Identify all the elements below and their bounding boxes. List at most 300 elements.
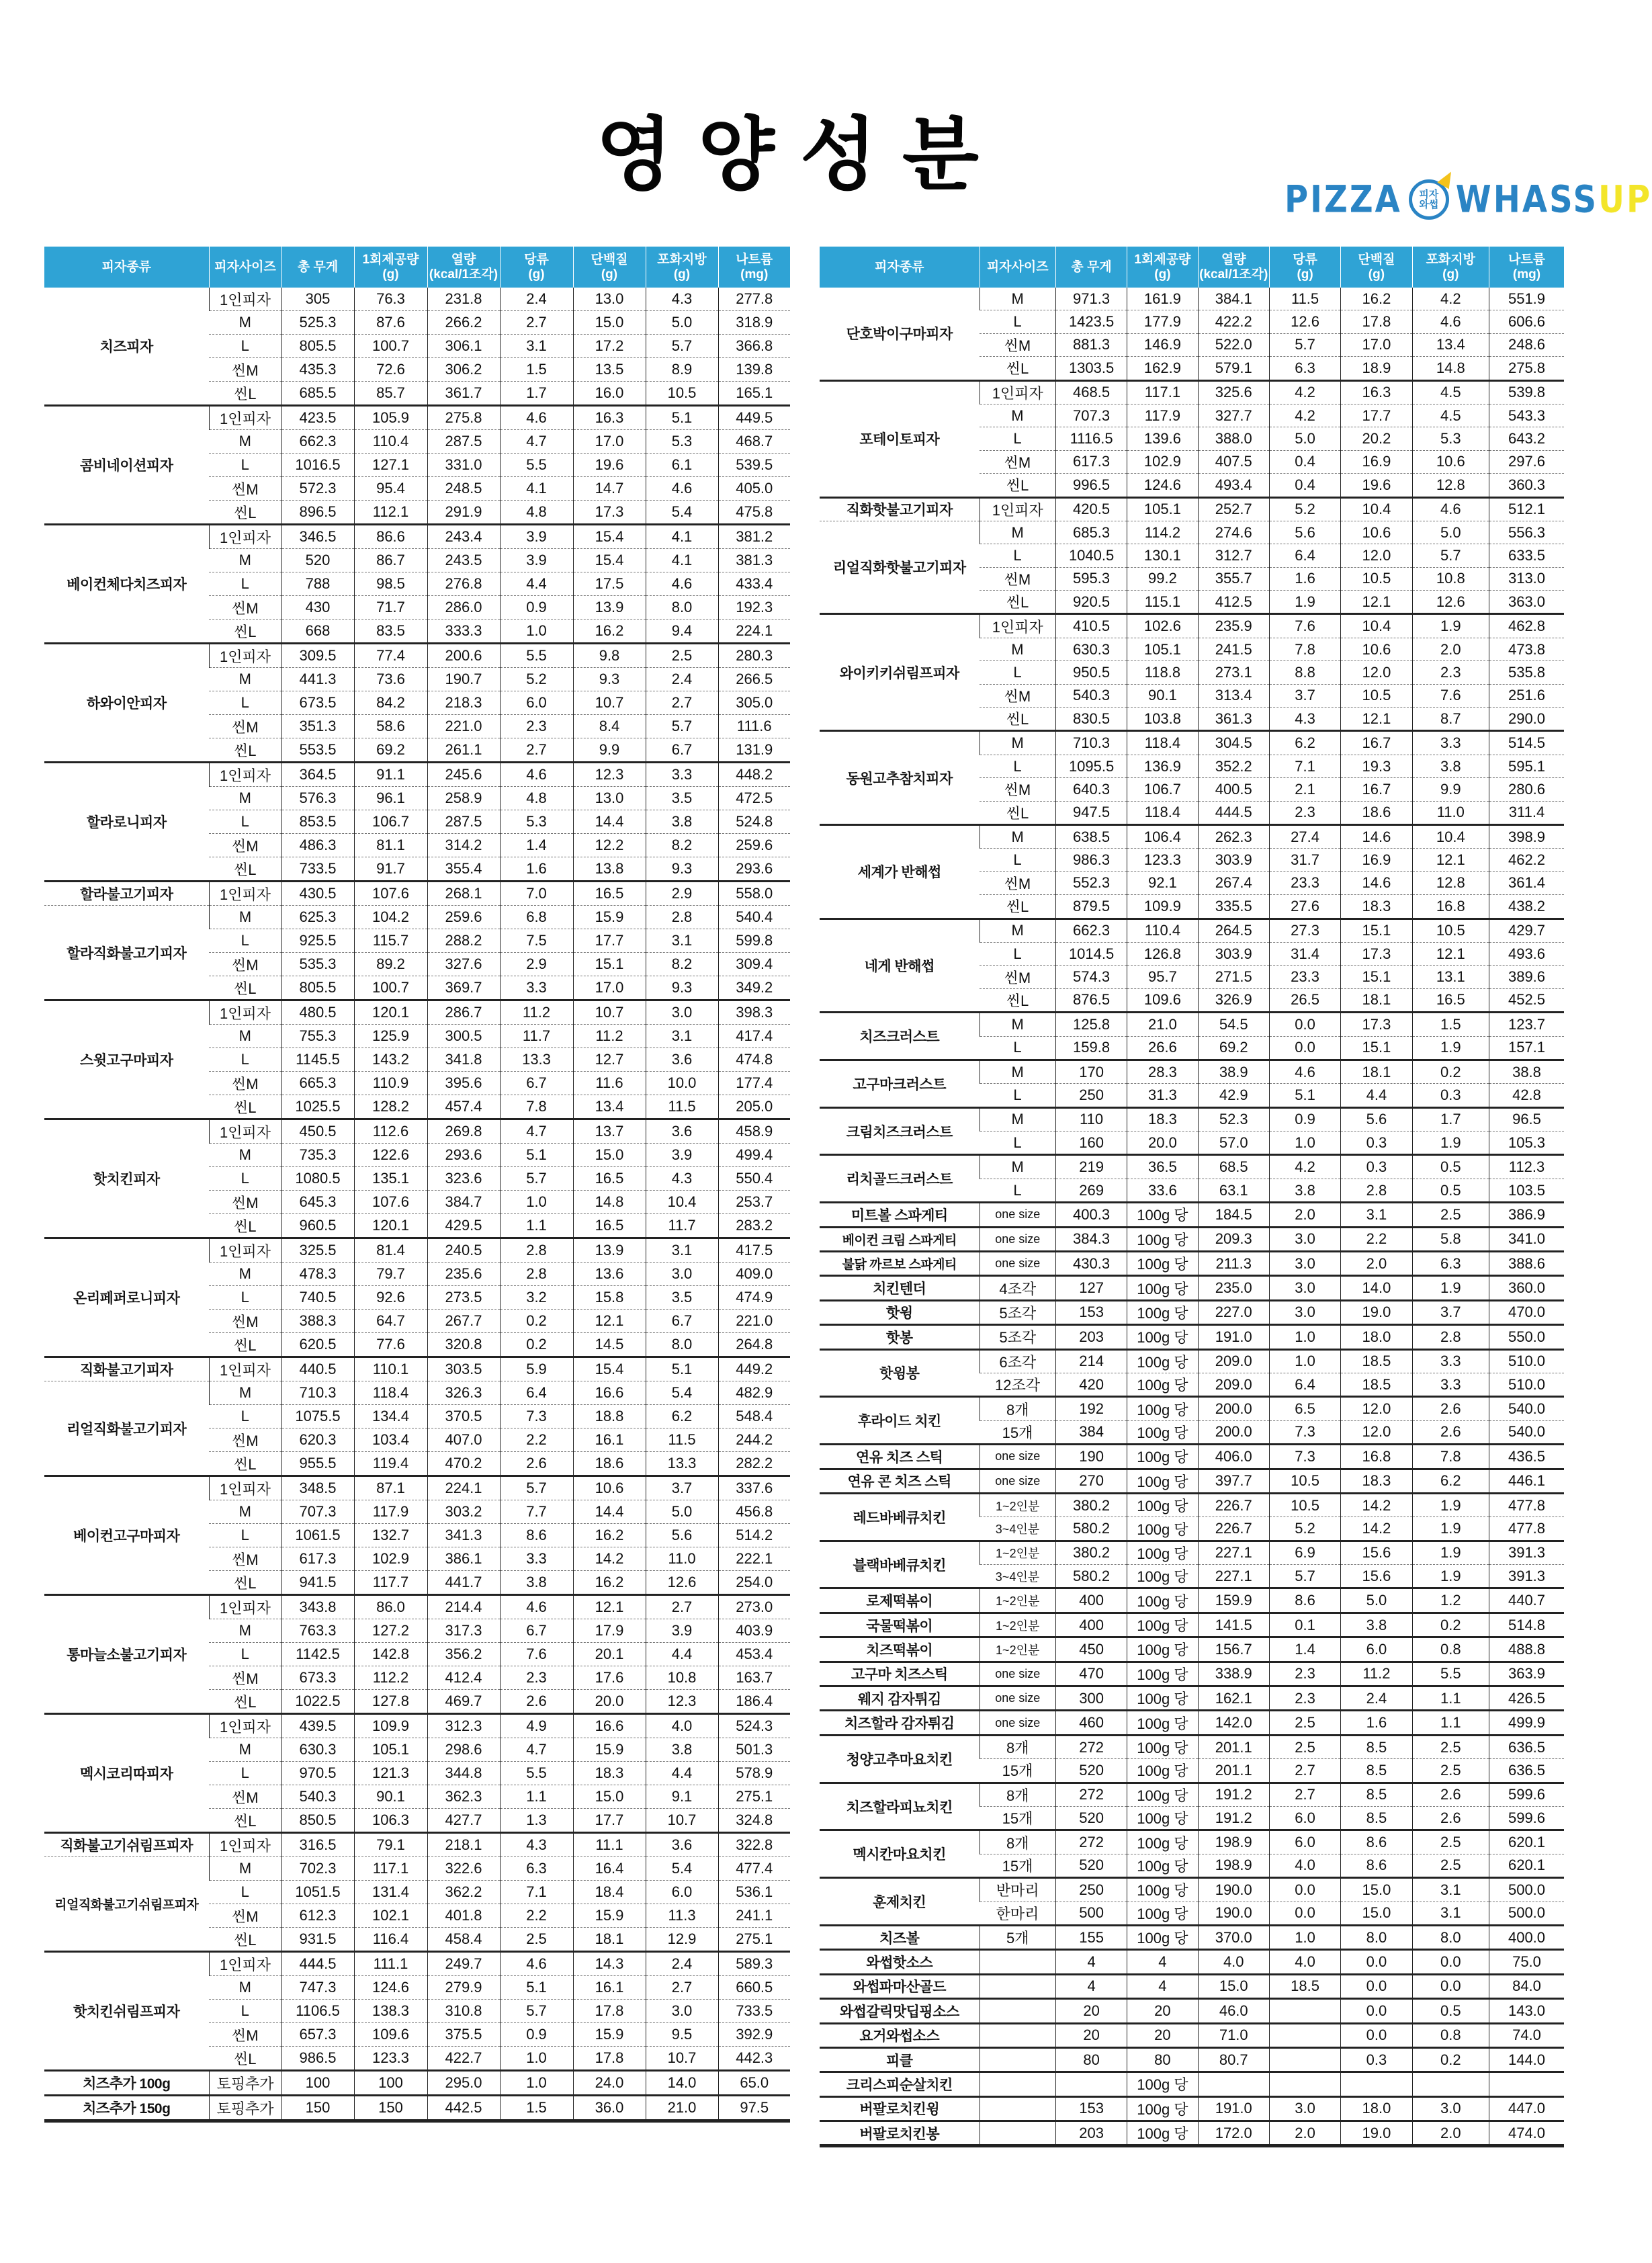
value-cell: 5.5: [1412, 1662, 1489, 1686]
value-cell: 303.2: [427, 1500, 500, 1524]
value-cell: 110.1: [354, 1357, 427, 1381]
value-cell: 184.5: [1198, 1203, 1269, 1227]
value-cell: 31.4: [1269, 942, 1340, 965]
menu-item-name: 와썹파마산골드: [820, 1974, 980, 1998]
value-cell: 1022.5: [281, 1690, 354, 1714]
size-cell: 반마리: [980, 1878, 1055, 1902]
value-cell: 384.3: [1055, 1227, 1127, 1251]
value-cell: 540.3: [1055, 684, 1127, 707]
size-cell: 씬L: [209, 1571, 281, 1595]
value-cell: 5.3: [1412, 427, 1489, 450]
value-cell: 5.1: [500, 1144, 573, 1167]
value-cell: 143.0: [1489, 1999, 1565, 2023]
value-cell: 630.3: [1055, 638, 1127, 660]
size-cell: L: [209, 1643, 281, 1666]
value-cell: 65.0: [718, 2071, 790, 2096]
size-cell: L: [980, 1036, 1055, 1060]
size-cell: 씬L: [209, 1452, 281, 1476]
value-cell: 20.0: [1127, 1132, 1198, 1155]
value-cell: 275.8: [427, 406, 500, 430]
value-cell: 406.0: [1198, 1445, 1269, 1469]
value-cell: 8.5: [1341, 1735, 1412, 1758]
value-cell: 100g 당: [1127, 2072, 1198, 2096]
table-row: [44, 763, 790, 787]
value-cell: 116.4: [354, 1928, 427, 1952]
value-cell: 18.3: [1127, 1107, 1198, 1131]
value-cell: 580.2: [1055, 1517, 1127, 1541]
value-cell: 3.3: [500, 976, 573, 1000]
value-cell: 5.7: [500, 1476, 573, 1500]
value-cell: 2.5: [500, 1928, 573, 1952]
value-cell: 472.5: [718, 787, 790, 810]
size-cell: L: [209, 1524, 281, 1547]
value-cell: 2.2: [1341, 1227, 1412, 1251]
value-cell: 3.7: [1412, 1300, 1489, 1324]
value-cell: 3.0: [1269, 1300, 1340, 1324]
value-cell: 16.5: [573, 882, 646, 906]
value-cell: 400.3: [1055, 1203, 1127, 1227]
value-cell: 76.3: [354, 288, 427, 311]
value-cell: 6.4: [1269, 544, 1340, 567]
value-cell: 309.4: [718, 953, 790, 976]
table-row: [44, 644, 790, 668]
value-cell: 398.3: [718, 1000, 790, 1025]
value-cell: 13.6: [573, 1263, 646, 1286]
value-cell: 381.3: [718, 549, 790, 572]
value-cell: 73.6: [354, 668, 427, 691]
table-row: [44, 2096, 790, 2121]
nutrition-table-left: [44, 247, 790, 2123]
size-cell: 15개: [980, 1854, 1055, 1877]
size-cell: 3~4인분: [980, 1517, 1055, 1541]
size-cell: M: [980, 521, 1055, 544]
value-cell: 3.9: [500, 549, 573, 572]
table-row: [820, 2121, 1564, 2146]
value-cell: 599.6: [1489, 1783, 1565, 1806]
value-cell: 9.3: [646, 857, 718, 882]
value-cell: 331.0: [427, 454, 500, 477]
value-cell: 763.3: [281, 1619, 354, 1643]
value-cell: 501.3: [718, 1738, 790, 1762]
menu-item-name: 베이컨고구마피자: [44, 1476, 209, 1595]
menu-item-name: 요거와썹소스: [820, 2023, 980, 2047]
value-cell: 130.1: [1127, 544, 1198, 567]
value-cell: 1.0: [1269, 1132, 1340, 1155]
value-cell: 100g 당: [1127, 1925, 1198, 1949]
menu-item-name: 스윗고구마피자: [44, 1000, 209, 1119]
size-cell: L: [980, 427, 1055, 450]
value-cell: 7.3: [1269, 1420, 1340, 1444]
value-cell: 1.0: [1269, 1325, 1340, 1349]
size-cell: [980, 1950, 1055, 1974]
value-cell: 303.9: [1198, 849, 1269, 871]
menu-item-name: 치즈추가 100g: [44, 2071, 209, 2096]
value-cell: 258.9: [427, 787, 500, 810]
size-cell: M: [980, 288, 1055, 310]
value-cell: 20: [1055, 1999, 1127, 2023]
value-cell: 447.0: [1489, 2096, 1565, 2121]
value-cell: 380.2: [1055, 1541, 1127, 1564]
size-cell: 1인피자: [209, 763, 281, 787]
value-cell: 4.6: [500, 406, 573, 430]
table-row: [820, 1925, 1564, 1949]
value-cell: 7.8: [500, 1095, 573, 1119]
value-cell: 219: [1055, 1155, 1127, 1179]
value-cell: 3.0: [646, 2000, 718, 2023]
value-cell: 115.7: [354, 929, 427, 953]
value-cell: 3.0: [1269, 2096, 1340, 2121]
value-cell: 161.9: [1127, 288, 1198, 310]
value-cell: 450.5: [281, 1119, 354, 1144]
value-cell: 8.5: [1341, 1783, 1412, 1806]
value-cell: 380.2: [1055, 1493, 1127, 1517]
menu-item-name: 치즈할라피뇨치킨: [820, 1783, 980, 1830]
size-cell: 15개: [980, 1807, 1055, 1830]
menu-item-name: 와썹갈릭맛딥핑소스: [820, 1999, 980, 2023]
value-cell: 117.9: [1127, 404, 1198, 427]
value-cell: 15.0: [1198, 1974, 1269, 1998]
value-cell: 876.5: [1055, 988, 1127, 1012]
value-cell: 5.1: [646, 406, 718, 430]
menu-item-name: 치즈피자: [99, 339, 153, 355]
size-cell: M: [980, 731, 1055, 755]
value-cell: 10.5: [1412, 919, 1489, 942]
value-cell: 5.2: [1269, 497, 1340, 521]
value-cell: 493.4: [1198, 474, 1269, 497]
value-cell: 3.3: [1412, 731, 1489, 755]
value-cell: 72.6: [354, 358, 427, 382]
table-row: [820, 1325, 1564, 1349]
value-cell: 5.0: [1412, 521, 1489, 544]
value-cell: 389.6: [1489, 966, 1565, 988]
size-cell: 씬M: [209, 596, 281, 620]
value-cell: 305.0: [718, 691, 790, 715]
value-cell: 10.4: [1412, 824, 1489, 848]
value-cell: 423.5: [281, 406, 354, 430]
value-cell: 4.5: [1412, 380, 1489, 404]
size-cell: 1인피자: [209, 1595, 281, 1619]
table-body: [44, 288, 790, 2121]
value-cell: 6.4: [500, 1381, 573, 1405]
value-cell: 7.5: [500, 929, 573, 953]
value-cell: 553.5: [281, 738, 354, 763]
value-cell: 470.0: [1489, 1300, 1565, 1324]
value-cell: 17.3: [1341, 942, 1412, 965]
size-cell: 씬L: [980, 988, 1055, 1012]
value-cell: 143.2: [354, 1048, 427, 1072]
menu-item-name: 멕시코리따피자: [44, 1714, 209, 1833]
size-cell: [980, 2023, 1055, 2047]
value-cell: 625.3: [281, 906, 354, 929]
value-cell: 16.4: [573, 1857, 646, 1881]
size-cell: L: [209, 1167, 281, 1191]
value-cell: [1412, 2072, 1489, 2096]
size-cell: 씬L: [209, 1095, 281, 1119]
value-cell: 20.1: [573, 1643, 646, 1666]
value-cell: 540.4: [718, 906, 790, 929]
value-cell: 16.8: [1341, 1445, 1412, 1469]
value-cell: 543.3: [1489, 404, 1565, 427]
value-cell: 540.0: [1489, 1420, 1565, 1444]
value-cell: 355.4: [427, 857, 500, 882]
value-cell: 17.0: [1341, 333, 1412, 356]
logo-text-whassup: [1456, 178, 1652, 221]
column-header: 단백질 (g): [573, 247, 646, 288]
value-cell: 417.5: [718, 1238, 790, 1263]
brand-logo: [1285, 176, 1652, 223]
value-cell: 369.7: [427, 976, 500, 1000]
value-cell: 11.5: [1269, 288, 1340, 310]
value-cell: 63.1: [1198, 1179, 1269, 1202]
value-cell: 422.7: [427, 2047, 500, 2071]
value-cell: 1.1: [1412, 1686, 1489, 1711]
value-cell: 80: [1055, 2047, 1127, 2072]
value-cell: 102.6: [1127, 614, 1198, 638]
value-cell: 275.8: [1489, 357, 1565, 380]
size-cell: 씬M: [209, 953, 281, 976]
value-cell: 362.3: [427, 1785, 500, 1809]
value-cell: 203: [1055, 2121, 1127, 2146]
value-cell: 5.7: [500, 2000, 573, 2023]
size-cell: [980, 2121, 1055, 2146]
value-cell: 3.5: [646, 787, 718, 810]
value-cell: 314.2: [427, 834, 500, 857]
value-cell: 16.8: [1412, 895, 1489, 919]
value-cell: 397.7: [1198, 1469, 1269, 1493]
table-row: [820, 1155, 1564, 1179]
menu-item-name: 치즈볼: [820, 1925, 980, 1949]
value-cell: 3.3: [1412, 1373, 1489, 1396]
value-cell: 931.5: [281, 1928, 354, 1952]
value-cell: 3.1: [1412, 1902, 1489, 1925]
value-cell: 3.5: [646, 1286, 718, 1310]
value-cell: 337.6: [718, 1476, 790, 1500]
logo-text-up: UP: [1598, 177, 1652, 222]
value-cell: 805.5: [281, 335, 354, 358]
size-cell: 씬L: [209, 382, 281, 406]
size-cell: 씬M: [209, 1666, 281, 1690]
value-cell: 14.0: [646, 2071, 718, 2096]
value-cell: 7.6: [1269, 614, 1340, 638]
value-cell: 155: [1055, 1925, 1127, 1949]
table-row: [820, 1878, 1564, 1902]
value-cell: 134.4: [354, 1405, 427, 1428]
value-cell: 440.5: [281, 1357, 354, 1381]
value-cell: 112.3: [1489, 1155, 1565, 1179]
menu-item-name: 치킨텐더: [820, 1276, 980, 1300]
value-cell: 10.8: [646, 1666, 718, 1690]
table-row: [820, 1227, 1564, 1251]
value-cell: 458.9: [718, 1119, 790, 1144]
value-cell: 5.5: [500, 454, 573, 477]
value-cell: 2.0: [1269, 1203, 1340, 1227]
value-cell: 474.0: [1489, 2121, 1565, 2146]
value-cell: 100g 당: [1127, 2121, 1198, 2146]
value-cell: 4.5: [1412, 404, 1489, 427]
value-cell: 5.0: [646, 311, 718, 335]
value-cell: 429.7: [1489, 919, 1565, 942]
value-cell: 1.0: [500, 2071, 573, 2096]
menu-item-name: 콤비네이션피자: [44, 406, 209, 525]
value-cell: 98.5: [354, 572, 427, 596]
logo-text-whass: WHASS: [1455, 177, 1599, 222]
value-cell: 190.7: [427, 668, 500, 691]
value-cell: 8.9: [646, 358, 718, 382]
value-cell: 277.8: [718, 288, 790, 311]
value-cell: 662.3: [1055, 919, 1127, 942]
size-cell: one size: [980, 1445, 1055, 1469]
table-row: [820, 1541, 1564, 1564]
value-cell: 398.9: [1489, 824, 1565, 848]
value-cell: 100g 당: [1127, 1445, 1198, 1469]
value-cell: 662.3: [281, 430, 354, 454]
value-cell: 286.0: [427, 596, 500, 620]
value-cell: 5.3: [500, 810, 573, 834]
value-cell: 106.3: [354, 1809, 427, 1833]
value-cell: 1.9: [1412, 1276, 1489, 1300]
value-cell: 364.5: [281, 763, 354, 787]
value-cell: 311.4: [1489, 801, 1565, 824]
menu-item-name: 핫치킨쉬림프피자: [44, 1952, 209, 2071]
value-cell: 326.9: [1198, 988, 1269, 1012]
value-cell: 104.2: [354, 906, 427, 929]
value-cell: 733.5: [281, 857, 354, 882]
value-cell: 548.4: [718, 1405, 790, 1428]
value-cell: 0.5: [1412, 1155, 1489, 1179]
value-cell: 996.5: [1055, 474, 1127, 497]
value-cell: 4.8: [500, 787, 573, 810]
value-cell: 9.8: [573, 644, 646, 668]
size-cell: 5조각: [980, 1300, 1055, 1324]
value-cell: 71.7: [354, 596, 427, 620]
value-cell: 200.0: [1198, 1420, 1269, 1444]
value-cell: 12.6: [646, 1571, 718, 1595]
value-cell: 12.0: [1341, 1397, 1412, 1420]
value-cell: 10.5: [1269, 1469, 1340, 1493]
value-cell: 103.8: [1127, 708, 1198, 731]
value-cell: 117.9: [354, 1500, 427, 1524]
menu-item-name: 베이컨체다치즈피자: [44, 525, 209, 644]
value-cell: 535.8: [1489, 661, 1565, 684]
value-cell: 13.5: [573, 358, 646, 382]
value-cell: 2.5: [1412, 1854, 1489, 1877]
value-cell: 268.1: [427, 882, 500, 906]
value-cell: 26.6: [1127, 1036, 1198, 1060]
value-cell: 109.9: [354, 1714, 427, 1738]
value-cell: 17.2: [573, 335, 646, 358]
value-cell: 24.0: [573, 2071, 646, 2096]
value-cell: 111.1: [354, 1952, 427, 1976]
value-cell: 274.6: [1198, 521, 1269, 544]
value-cell: 252.7: [1198, 497, 1269, 521]
menu-item-name: 레드바베큐치킨: [820, 1493, 980, 1541]
value-cell: 125.9: [354, 1025, 427, 1048]
value-cell: 15.1: [1341, 966, 1412, 988]
value-cell: 4.4: [646, 1762, 718, 1785]
value-cell: 606.6: [1489, 310, 1565, 333]
value-cell: 514.2: [718, 1524, 790, 1547]
value-cell: 426.5: [1489, 1686, 1565, 1711]
value-cell: 0.2: [1412, 1060, 1489, 1083]
value-cell: 105.1: [1127, 638, 1198, 660]
value-cell: 524.8: [718, 810, 790, 834]
value-cell: 422.2: [1198, 310, 1269, 333]
value-cell: 74.0: [1489, 2023, 1565, 2047]
menu-item-name: 할라직화불고기피자: [44, 906, 209, 1000]
value-cell: 14.6: [1341, 871, 1412, 894]
size-cell: L: [209, 572, 281, 596]
value-cell: 19.0: [1341, 1300, 1412, 1324]
value-cell: 0.0: [1341, 1999, 1412, 2023]
value-cell: 955.5: [281, 1452, 354, 1476]
menu-item-name: 크리스피순살치킨: [820, 2072, 980, 2096]
value-cell: 266.2: [427, 311, 500, 335]
value-cell: 1.4: [500, 834, 573, 857]
value-cell: 186.4: [718, 1690, 790, 1714]
value-cell: 100g 당: [1127, 1686, 1198, 1711]
value-cell: 52.3: [1198, 1107, 1269, 1131]
size-cell: 8개: [980, 1735, 1055, 1758]
value-cell: 620.3: [281, 1428, 354, 1452]
value-cell: 16.1: [573, 1428, 646, 1452]
value-cell: 287.5: [427, 430, 500, 454]
value-cell: 1.6: [1341, 1711, 1412, 1735]
value-cell: 10.5: [646, 382, 718, 406]
value-cell: 363.0: [1489, 591, 1565, 614]
value-cell: 514.5: [1489, 731, 1565, 755]
value-cell: 580.2: [1055, 1565, 1127, 1588]
value-cell: 14.5: [573, 1333, 646, 1357]
value-cell: 316.5: [281, 1833, 354, 1857]
value-cell: 10.4: [1341, 497, 1412, 521]
value-cell: 707.3: [1055, 404, 1127, 427]
value-cell: 15.0: [1341, 1902, 1412, 1925]
value-cell: 227.1: [1198, 1541, 1269, 1564]
value-cell: 346.5: [281, 525, 354, 549]
menu-item-name: 치즈크러스트: [820, 1013, 980, 1060]
size-cell: L: [980, 544, 1055, 567]
value-cell: 475.8: [718, 501, 790, 525]
value-cell: 46.0: [1198, 1999, 1269, 2023]
value-cell: 110.9: [354, 1072, 427, 1095]
value-cell: 16.3: [1341, 380, 1412, 404]
value-cell: 4.0: [1198, 1950, 1269, 1974]
value-cell: 473.8: [1489, 638, 1565, 660]
value-cell: 5.1: [500, 1976, 573, 2000]
value-cell: 405.0: [718, 477, 790, 501]
table-row: [820, 1107, 1564, 1131]
value-cell: 520: [1055, 1854, 1127, 1877]
value-cell: 5.7: [500, 1167, 573, 1191]
value-cell: 458.4: [427, 1928, 500, 1952]
value-cell: 6.0: [646, 1881, 718, 1904]
value-cell: 0.8: [1412, 1637, 1489, 1662]
value-cell: 500: [1055, 1902, 1127, 1925]
value-cell: 2.6: [1412, 1807, 1489, 1830]
value-cell: 2.7: [646, 1595, 718, 1619]
value-cell: 312.3: [427, 1714, 500, 1738]
value-cell: 9.3: [573, 668, 646, 691]
value-cell: 2.7: [500, 738, 573, 763]
value-cell: 2.3: [1269, 1686, 1340, 1711]
value-cell: 8.5: [1341, 1759, 1412, 1783]
size-cell: 씬L: [980, 357, 1055, 380]
value-cell: [1198, 2072, 1269, 2096]
value-cell: 460: [1055, 1711, 1127, 1735]
value-cell: 599.8: [718, 929, 790, 953]
value-cell: 381.2: [718, 525, 790, 549]
value-cell: 16.5: [573, 1214, 646, 1238]
